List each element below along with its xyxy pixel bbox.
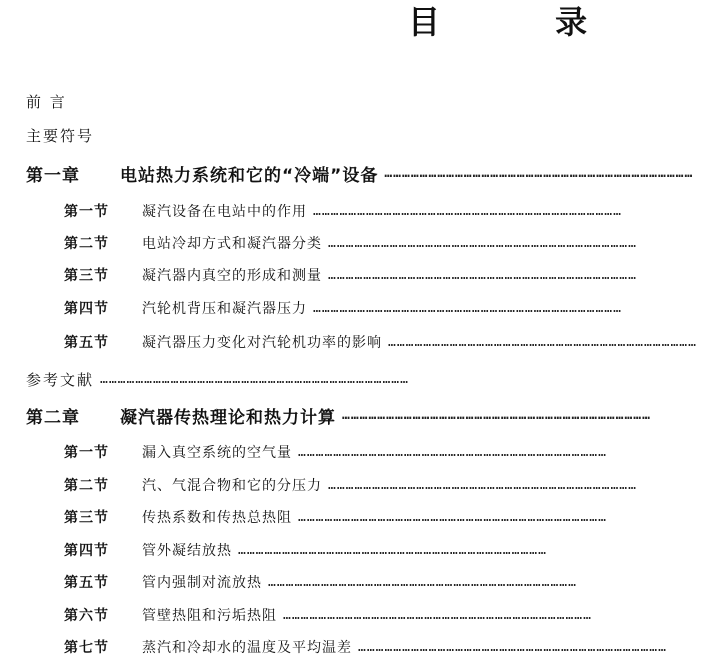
page-title: 目 录 [408, 3, 640, 41]
toc-entry-label: 前 言 [26, 92, 67, 111]
section-number: 第五节 [64, 335, 109, 351]
toc-entry-label: 主要符号 [26, 126, 95, 145]
section-number: 第一节 [64, 204, 109, 220]
toc-section[interactable] [64, 470, 706, 500]
toc-entry-symbols[interactable] [26, 120, 246, 150]
section-heading [64, 298, 307, 318]
section-title: 电站冷却方式和凝汽器分类 [142, 236, 322, 252]
toc-section[interactable] [64, 600, 706, 630]
dot-leader: …………………………………………………………………………………………… [313, 203, 622, 219]
toc-section[interactable] [64, 535, 706, 565]
section-title: 蒸汽和冷却水的温度及平均温差 [142, 640, 352, 656]
toc-section[interactable] [64, 293, 706, 323]
section-number: 第二节 [64, 236, 109, 252]
toc-section[interactable] [64, 567, 706, 597]
chapter-number: 第一章 [26, 165, 80, 186]
section-heading [64, 475, 322, 495]
section-heading [64, 507, 292, 527]
toc-section[interactable] [64, 196, 706, 226]
section-title: 汽、气混合物和它的分压力 [142, 478, 322, 494]
chapter-number: 第二章 [26, 407, 80, 428]
section-number: 第七节 [64, 640, 109, 656]
section-number: 第五节 [64, 575, 109, 591]
toc-section[interactable] [64, 228, 706, 258]
dot-leader: …………………………………………………………………………………………… [100, 371, 409, 387]
toc-section[interactable] [64, 260, 706, 290]
section-title: 凝汽设备在电站中的作用 [142, 204, 307, 220]
section-heading [64, 201, 307, 221]
section-title: 管壁热阻和污垢热阻 [142, 608, 277, 624]
toc-entry-label: 参考文献 [26, 370, 95, 389]
section-heading [64, 605, 277, 625]
chapter-title: 凝汽器传热理论和热力计算 [120, 407, 336, 428]
section-heading [64, 265, 322, 285]
chapter-heading [26, 161, 378, 186]
dot-leader: …………………………………………………………………………………………… [268, 574, 577, 590]
section-title: 汽轮机背压和凝汽器压力 [142, 301, 307, 317]
section-title: 凝汽器内真空的形成和测量 [142, 268, 322, 284]
dot-leader: …………………………………………………………………………………………… [298, 444, 607, 460]
dot-leader: …………………………………………………………………………………………… [313, 300, 622, 316]
section-number: 第四节 [64, 301, 109, 317]
section-heading [64, 540, 232, 560]
chapter-heading [26, 403, 336, 428]
section-title: 管外凝结放热 [142, 543, 232, 559]
dot-leader: …………………………………………………………………………………………… [384, 165, 694, 181]
section-title: 管内强制对流放热 [142, 575, 262, 591]
section-title: 传热系数和传热总热阻 [142, 510, 292, 526]
toc-section[interactable] [64, 502, 706, 532]
toc-chapter-1[interactable] [26, 158, 706, 188]
section-number: 第三节 [64, 268, 109, 284]
section-heading [64, 572, 262, 592]
dot-leader: …………………………………………………………………………………………… [328, 267, 637, 283]
dot-leader: …………………………………………………………………………………………… [342, 407, 651, 423]
section-number: 第三节 [64, 510, 109, 526]
dot-leader: …………………………………………………………………………………………… [238, 542, 547, 558]
section-number: 第一节 [64, 445, 109, 461]
section-heading [64, 442, 292, 462]
section-number: 第六节 [64, 608, 109, 624]
toc-chapter-2[interactable] [26, 400, 706, 430]
section-number: 第二节 [64, 478, 109, 494]
toc-entry-references[interactable] [26, 364, 706, 394]
chapter-title: 电站热力系统和它的“冷端”设备 [120, 165, 379, 186]
toc-section[interactable] [64, 437, 706, 467]
dot-leader: …………………………………………………………………………………………… [283, 607, 592, 623]
toc-entry-preface[interactable] [26, 86, 246, 116]
section-heading [64, 637, 352, 657]
section-title: 漏入真空系统的空气量 [142, 445, 292, 461]
dot-leader: …………………………………………………………………………………………… [298, 509, 607, 525]
dot-leader: …………………………………………………………………………………………… [328, 477, 637, 493]
section-title: 凝汽器压力变化对汽轮机功率的影响 [142, 335, 382, 351]
dot-leader: …………………………………………………………………………………………… [388, 334, 697, 350]
toc-section[interactable] [64, 632, 706, 662]
toc-section[interactable] [64, 327, 706, 357]
section-heading [64, 233, 322, 253]
section-heading [64, 332, 382, 352]
section-number: 第四节 [64, 543, 109, 559]
dot-leader: …………………………………………………………………………………………… [328, 235, 637, 251]
dot-leader: …………………………………………………………………………………………… [358, 639, 667, 655]
